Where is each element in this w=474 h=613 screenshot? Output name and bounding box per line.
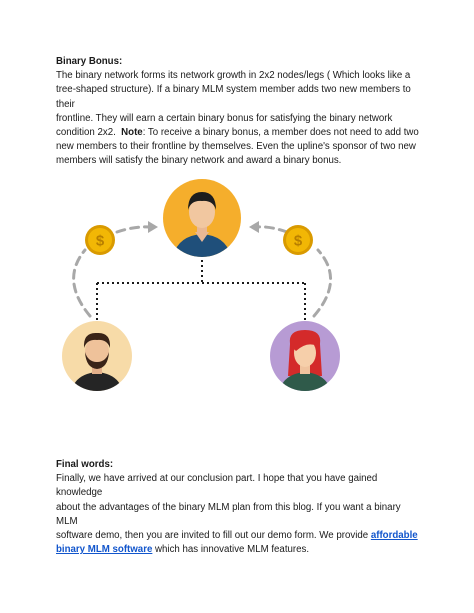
dollar-coin-icon <box>283 225 313 255</box>
final-words-text: which has innovative MLM features. <box>152 544 310 556</box>
final-words-section <box>56 458 422 557</box>
dollar-coin-icon <box>85 225 115 255</box>
final-words-line: Finally, we have arrived at our conclusion part. I hope that you have gained knowledge <box>56 473 378 499</box>
binary-mlm-software-link[interactable]: binary MLM software <box>56 544 153 556</box>
final-words-text: software demo, then you are invited to fill out our demo form. We provide <box>56 530 371 542</box>
svg-text:$: $ <box>95 232 105 250</box>
arrow-head-icon <box>249 221 259 233</box>
note-label: Note <box>121 127 143 139</box>
avatar-bearded-man-icon <box>62 321 132 396</box>
binary-bonus-line: members will satisfy the binary network and award a binary bonus. <box>56 155 342 167</box>
binary-bonus-text: : To receive a binary bonus, a member does not need to add two <box>142 127 419 139</box>
binary-bonus-section <box>56 55 422 169</box>
connector-lines <box>97 260 305 320</box>
binary-bonus-text: condition 2x2. <box>56 127 122 139</box>
arrow-head-icon <box>148 221 158 233</box>
affordable-link[interactable]: affordable <box>370 530 418 542</box>
avatar-woman-icon <box>270 321 340 396</box>
binary-bonus-line <box>56 126 422 140</box>
avatar-man-icon <box>163 179 241 262</box>
binary-bonus-line: frontline. They will earn a certain binary bonus for satisfying the binary network <box>56 112 393 124</box>
final-words-line <box>56 529 422 543</box>
final-words-heading: Final words: <box>56 459 114 470</box>
binary-bonus-line: The binary network forms its network growth in 2x2 nodes/legs ( Which looks like a <box>56 70 411 82</box>
svg-text:$: $ <box>293 232 303 250</box>
binary-bonus-line: new members to their frontline by themselves. Even the upline's sponsor of two new <box>56 141 416 153</box>
binary-bonus-line: tree-shaped structure). If a binary MLM system member adds two new members to their <box>56 84 411 110</box>
binary-bonus-heading: Binary Bonus: <box>56 56 123 67</box>
binary-tree-diagram <box>0 170 474 410</box>
final-words-line: about the advantages of the binary MLM plan from this blog. If you want a binary MLM <box>56 501 401 527</box>
final-words-line <box>56 543 422 557</box>
